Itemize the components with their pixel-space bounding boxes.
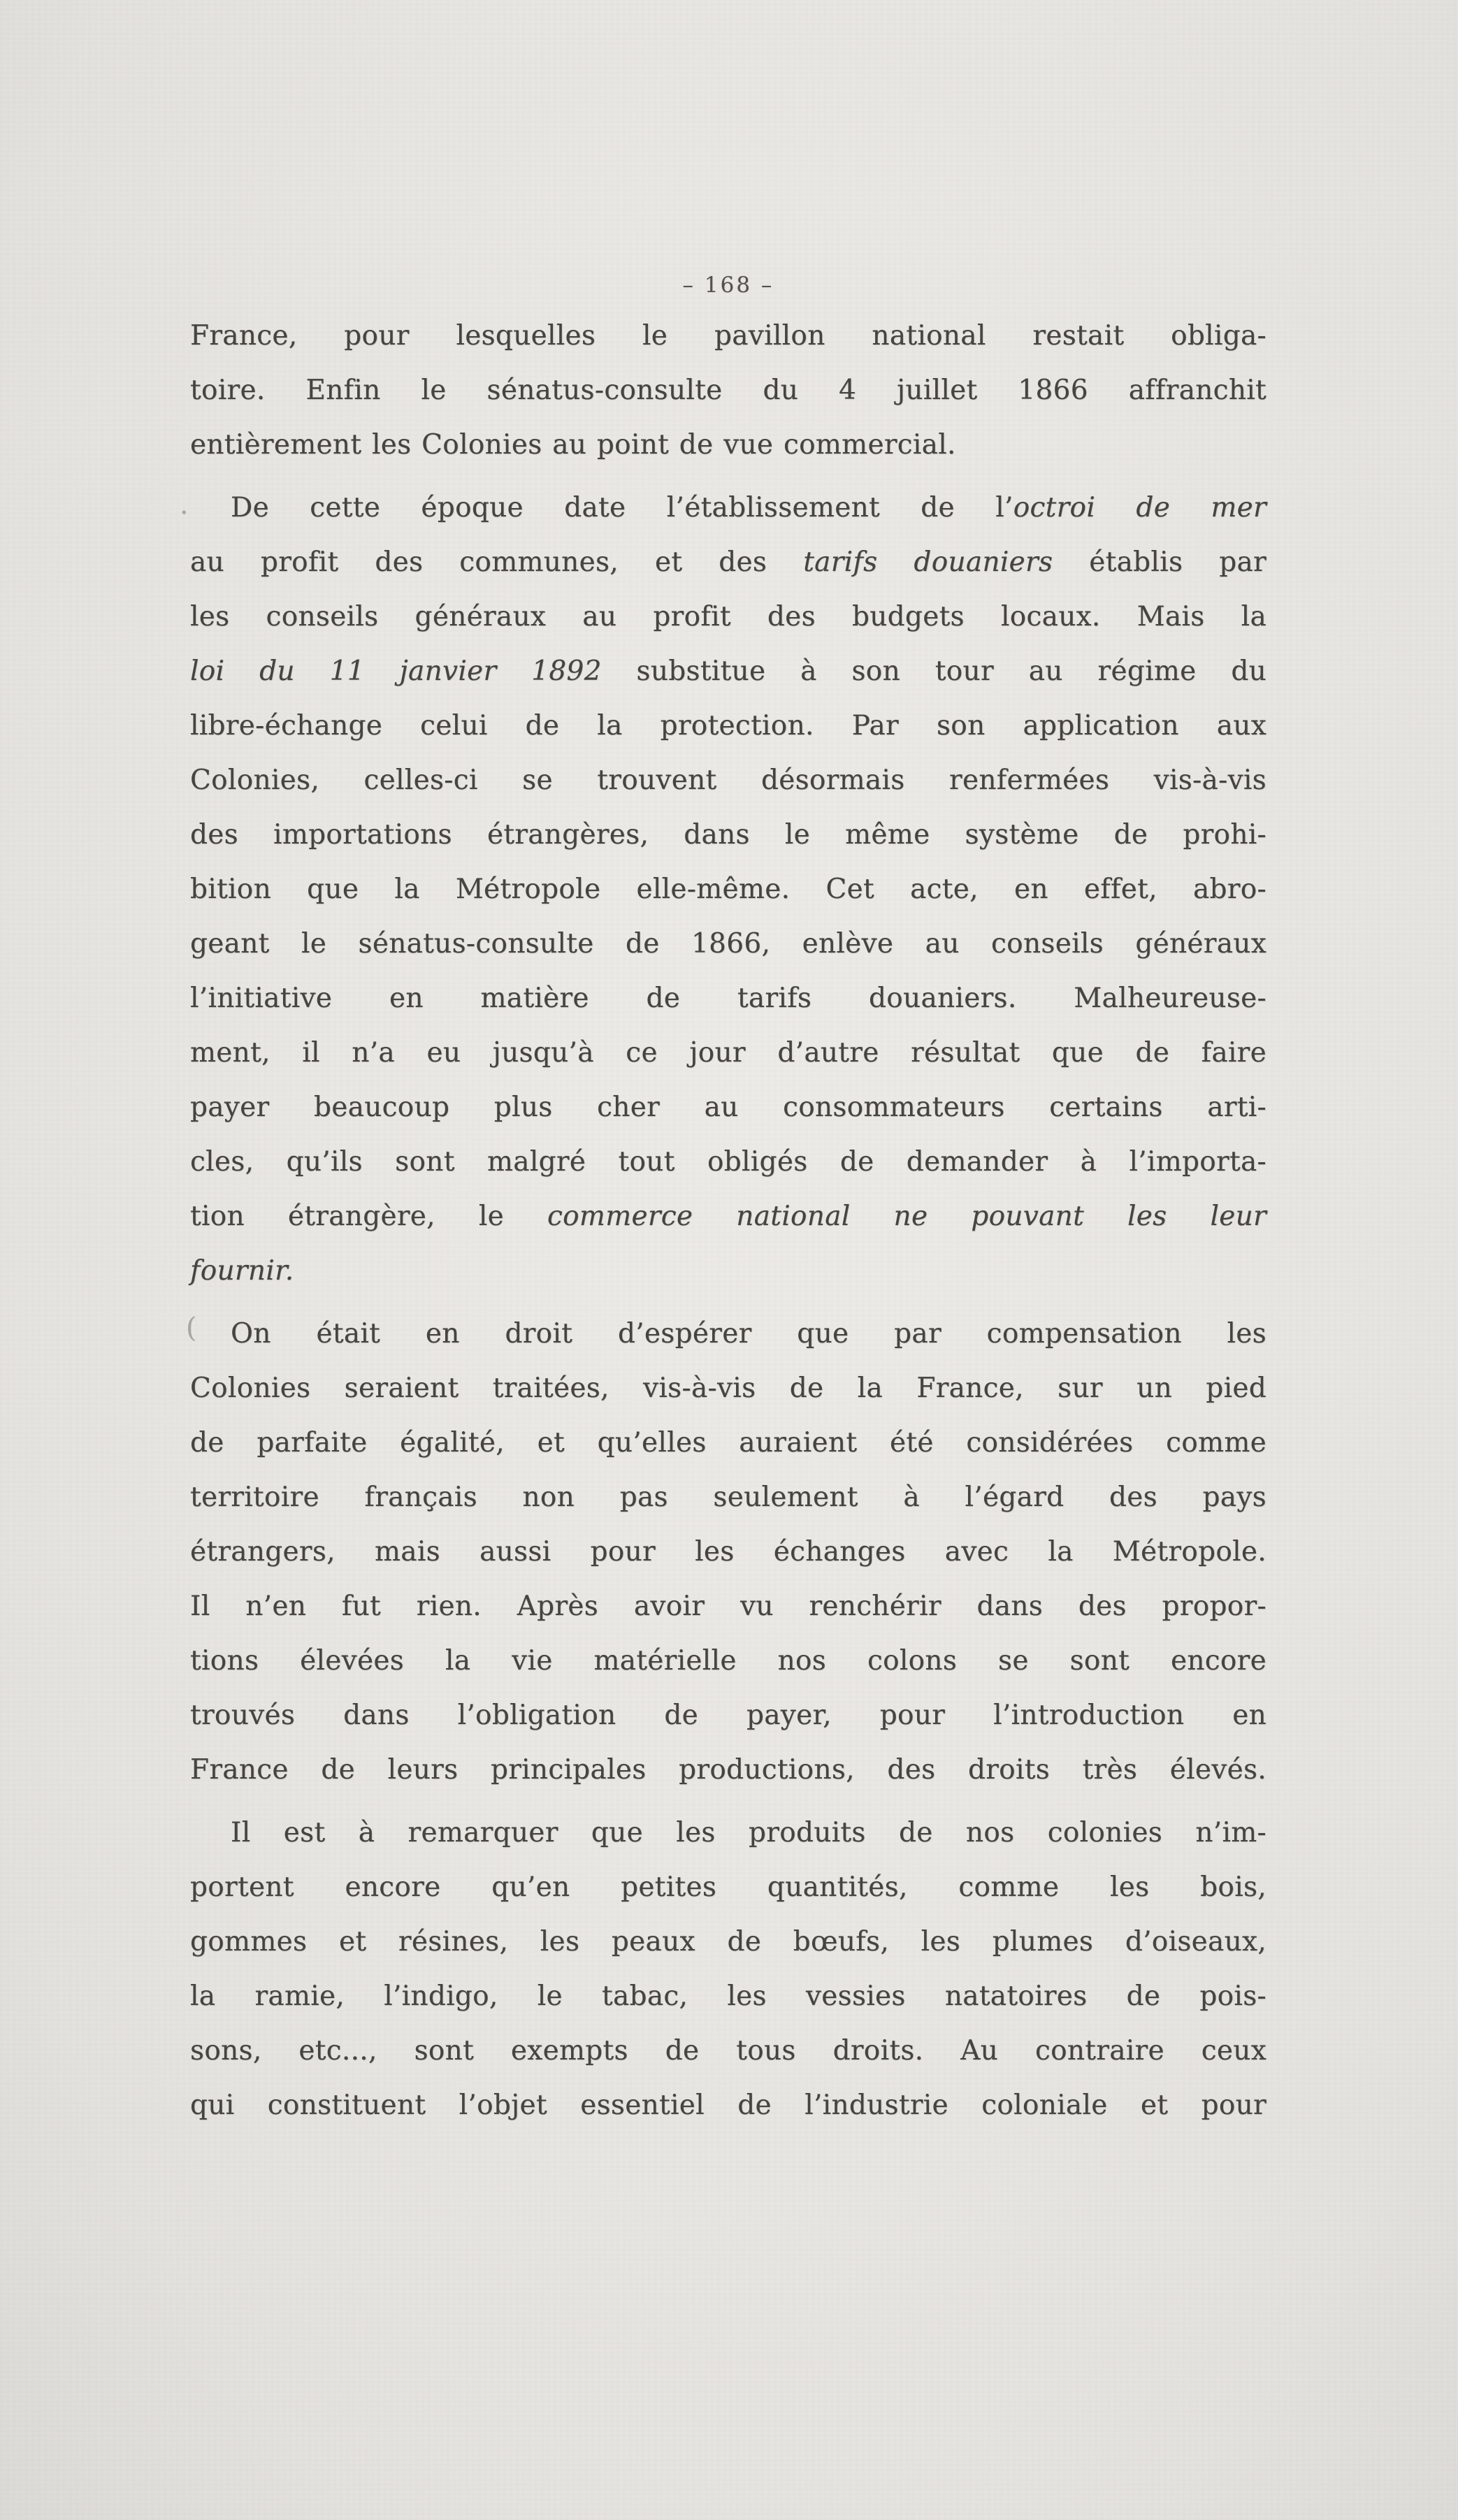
text-segment: étrangers, mais aussi pour les échanges avec la Métropole. — [190, 1536, 1266, 1567]
print-artifact: ( — [186, 1312, 197, 1344]
text-segment: tions élevées la vie matérielle nos colons se sont encore — [190, 1645, 1266, 1677]
text-segment: On était en droit d’espérer que par compensation les — [231, 1318, 1266, 1349]
text-line — [190, 1080, 1266, 1135]
text-line — [190, 481, 1266, 535]
text-line — [190, 753, 1266, 808]
text-segment: Il est à remarquer que les produits de nos colonies n’im- — [231, 1817, 1266, 1848]
print-artifact: . — [180, 489, 189, 521]
text-line — [190, 971, 1266, 1026]
text-segment: payer beaucoup plus cher au consommateurs certains arti- — [190, 1092, 1266, 1123]
paragraph — [190, 309, 1266, 472]
italic-text-segment: loi du 11 janvier 1892 — [190, 656, 602, 687]
text-line — [190, 1244, 1266, 1298]
text-line — [190, 1743, 1266, 1797]
text-line — [190, 1416, 1266, 1470]
text-segment: territoire français non pas seulement à l’égard des pays — [190, 1482, 1266, 1513]
text-segment: la ramie, l’indigo, le tabac, les vessies natatoires de pois- — [190, 1980, 1266, 2012]
text-segment: entièrement les Colonies au point de vue commercial. — [190, 429, 956, 461]
text-line — [190, 1688, 1266, 1743]
text-line — [190, 1634, 1266, 1688]
text-segment: au profit des communes, et des — [190, 546, 804, 578]
text-segment: geant le sénatus-consulte de 1866, enlève au conseils généraux — [190, 928, 1266, 960]
italic-text-segment: octroi de mer — [1013, 492, 1266, 523]
text-segment: établis par — [1053, 546, 1266, 578]
text-segment: sons, etc..., sont exempts de tous droits. Au contraire ceux — [190, 2035, 1266, 2066]
text-line — [190, 535, 1266, 590]
text-line — [190, 699, 1266, 753]
italic-text-segment: commerce national ne pouvant les leur — [547, 1201, 1266, 1232]
text-line — [190, 1806, 1266, 1860]
text-segment: France de leurs principales productions, des droits très élevés. — [190, 1754, 1266, 1786]
text-segment: qui constituent l’objet essentiel de l’industrie coloniale et pour — [190, 2090, 1266, 2121]
text-segment: libre-échange celui de la protection. Par son application aux — [190, 710, 1266, 741]
paragraph — [190, 481, 1266, 1298]
text-segment: Il n’en fut rien. Après avoir vu renchérir dans des propor- — [190, 1591, 1266, 1622]
text-line — [190, 1189, 1266, 1244]
text-segment: ment, il n’a eu jusqu’à ce jour d’autre résultat que de faire — [190, 1037, 1266, 1069]
text-segment: De cette époque date l’établissement de l’ — [231, 492, 1013, 523]
text-line — [190, 1579, 1266, 1634]
text-line — [190, 1969, 1266, 2024]
text-line — [190, 808, 1266, 862]
text-line — [190, 590, 1266, 644]
italic-text-segment: tarifs douaniers — [803, 546, 1053, 578]
text-line — [190, 1470, 1266, 1525]
text-block — [190, 309, 1266, 2133]
text-line — [190, 418, 1266, 472]
text-segment: l’initiative en matière de tarifs douaniers. Malheureuse- — [190, 983, 1266, 1014]
text-line — [190, 1361, 1266, 1416]
text-segment: trouvés dans l’obligation de payer, pour l’introduction en — [190, 1700, 1266, 1731]
text-line — [190, 309, 1266, 363]
text-segment: bition que la Métropole elle-même. Cet acte, en effet, abro- — [190, 874, 1266, 905]
text-segment: substitue à son tour au régime du — [601, 656, 1267, 687]
text-line — [190, 1135, 1266, 1189]
text-line — [190, 1915, 1266, 1969]
text-segment: gommes et résines, les peaux de bœufs, les plumes d’oiseaux, — [190, 1926, 1266, 1957]
text-line — [190, 1525, 1266, 1579]
italic-text-segment: fournir. — [190, 1255, 294, 1287]
paragraph — [190, 1307, 1266, 1797]
text-line — [190, 644, 1266, 699]
text-segment: les conseils généraux au profit des budgets locaux. Mais la — [190, 601, 1266, 632]
text-line — [190, 917, 1266, 971]
text-segment: Colonies seraient traitées, vis-à-vis de la France, sur un pied — [190, 1373, 1266, 1404]
text-segment: portent encore qu’en petites quantités, comme les bois, — [190, 1871, 1266, 1903]
text-segment: cles, qu’ils sont malgré tout obligés de demander à l’importa- — [190, 1146, 1266, 1178]
text-line — [190, 862, 1266, 917]
text-segment: France, pour lesquelles le pavillon national restait obliga- — [190, 320, 1266, 352]
text-line — [190, 1860, 1266, 1915]
text-segment: Colonies, celles-ci se trouvent désormais renfermées vis-à-vis — [190, 765, 1266, 796]
page-number: – 168 – — [682, 273, 774, 298]
text-line — [190, 363, 1266, 418]
text-line — [190, 2078, 1266, 2133]
text-segment: de parfaite égalité, et qu’elles auraient été considérées comme — [190, 1427, 1266, 1458]
text-line — [190, 1026, 1266, 1080]
paragraph — [190, 1806, 1266, 2133]
text-line — [190, 1307, 1266, 1361]
text-segment: des importations étrangères, dans le même système de prohi- — [190, 819, 1266, 850]
text-segment: toire. Enfin le sénatus-consulte du 4 juillet 1866 affranchit — [190, 375, 1266, 406]
text-segment: tion étrangère, le — [190, 1201, 547, 1232]
text-line — [190, 2024, 1266, 2078]
